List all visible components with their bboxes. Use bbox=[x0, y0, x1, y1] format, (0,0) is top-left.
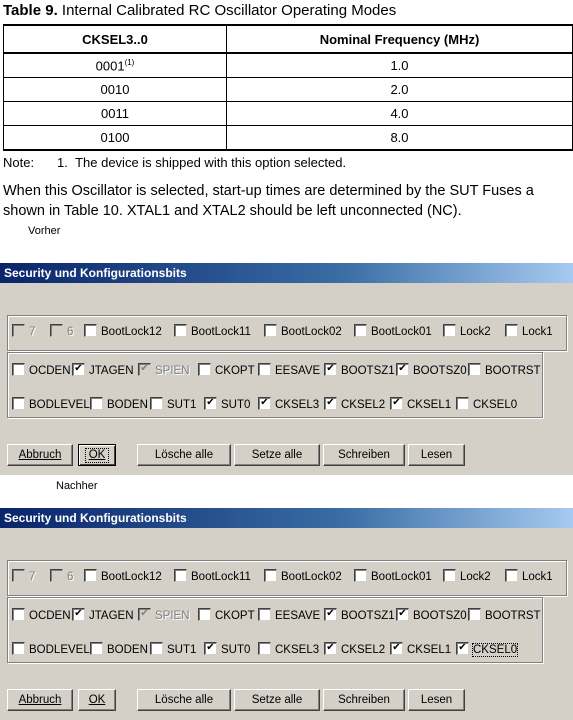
checkbox-bootlock12[interactable] bbox=[84, 569, 162, 585]
checkbox-label: CKSEL2 bbox=[341, 399, 386, 411]
checkbox-cksel2[interactable] bbox=[324, 397, 385, 413]
checkbox-label: CKSEL0 bbox=[473, 399, 518, 411]
checkbox-jtagen[interactable] bbox=[72, 608, 134, 624]
checkbox-bootlock01[interactable] bbox=[354, 324, 432, 340]
checkbox-checked-icon[interactable] bbox=[390, 397, 403, 410]
checkbox-bodlevel[interactable] bbox=[12, 397, 90, 413]
checkbox-unchecked-icon[interactable] bbox=[174, 324, 187, 337]
checkbox-label: CKSEL1 bbox=[407, 399, 452, 411]
checkbox-label: CKOPT bbox=[215, 365, 255, 377]
checkbox-bootsz1[interactable] bbox=[324, 363, 395, 379]
checkbox-label: BODEN bbox=[107, 399, 148, 411]
cancel-button[interactable]: Abbruch bbox=[7, 444, 73, 466]
checkbox-checked-icon[interactable] bbox=[456, 642, 469, 655]
set-all-button[interactable]: Setze alle bbox=[234, 689, 320, 711]
checkbox-checked-icon bbox=[138, 363, 151, 376]
checkbox-bootrst[interactable] bbox=[468, 363, 541, 379]
set-all-button[interactable]: Setze alle bbox=[234, 444, 320, 466]
checkbox-sut0[interactable] bbox=[204, 397, 250, 413]
checkbox-lock2[interactable] bbox=[443, 324, 491, 340]
checkbox-unchecked-icon[interactable] bbox=[264, 324, 277, 337]
checkbox-unchecked-icon[interactable] bbox=[12, 397, 25, 410]
checkbox-unchecked-icon[interactable] bbox=[468, 608, 481, 621]
checkbox-sut1[interactable] bbox=[150, 642, 196, 658]
checkbox-label: Lock2 bbox=[460, 326, 491, 338]
oscillator-table bbox=[3, 24, 573, 151]
checkbox-unchecked-icon[interactable] bbox=[258, 642, 271, 655]
checkbox-cksel0[interactable] bbox=[456, 642, 517, 658]
cell-frequency: 1.0 bbox=[227, 53, 573, 78]
column-header-cksel: CKSEL3..0 bbox=[4, 25, 227, 53]
table-row bbox=[4, 102, 573, 126]
checkbox-checked-icon bbox=[138, 608, 151, 621]
clear-all-button[interactable]: Lösche alle bbox=[137, 689, 231, 711]
checkbox-label: BODEN bbox=[107, 644, 148, 656]
checkbox-7 bbox=[12, 324, 35, 340]
checkbox-label: CKSEL3 bbox=[275, 644, 320, 656]
checkbox-label: BootLock11 bbox=[191, 571, 251, 583]
read-button[interactable]: Lesen bbox=[408, 444, 465, 466]
cell-frequency: 2.0 bbox=[227, 78, 573, 102]
checkbox-unchecked-icon[interactable] bbox=[443, 569, 456, 582]
checkbox-unchecked-icon[interactable] bbox=[150, 397, 163, 410]
checkbox-unchecked-icon[interactable] bbox=[12, 608, 25, 621]
checkbox-label: OCDEN bbox=[29, 610, 71, 622]
checkbox-bootrst[interactable] bbox=[468, 608, 541, 624]
checkbox-cksel0[interactable] bbox=[456, 397, 517, 413]
checkbox-bootsz0[interactable] bbox=[396, 363, 467, 379]
checkbox-unchecked-icon[interactable] bbox=[456, 397, 469, 410]
checkbox-checked-icon[interactable] bbox=[258, 397, 271, 410]
checkbox-checked-icon[interactable] bbox=[324, 608, 337, 621]
checkbox-label: BOOTSZ0 bbox=[413, 610, 467, 622]
checkbox-bootlock02[interactable] bbox=[264, 569, 342, 585]
checkbox-label: BootLock01 bbox=[371, 326, 432, 338]
checkbox-label: Lock2 bbox=[460, 571, 491, 583]
checkbox-6 bbox=[50, 324, 73, 340]
checkbox-label: Lock1 bbox=[522, 571, 553, 583]
checkbox-label: SUT0 bbox=[221, 644, 251, 656]
checkbox-label: SPIEN bbox=[155, 365, 190, 377]
write-button[interactable]: Schreiben bbox=[323, 689, 405, 711]
cell-cksel: 0100 bbox=[4, 126, 227, 151]
checkbox-label: BootLock02 bbox=[281, 571, 342, 583]
checkbox-checked-icon[interactable] bbox=[204, 642, 217, 655]
checkbox-unchecked-icon[interactable] bbox=[258, 608, 271, 621]
checkbox-label: SPIEN bbox=[155, 610, 190, 622]
checkbox-label: BootLock02 bbox=[281, 326, 342, 338]
dialog-title: Security und Konfigurationsbits bbox=[0, 508, 573, 528]
checkbox-checked-icon[interactable] bbox=[324, 397, 337, 410]
checkbox-spien bbox=[138, 608, 190, 624]
footnote-marker: (1) bbox=[124, 57, 135, 67]
checkbox-label: JTAGEN bbox=[89, 365, 134, 377]
checkbox-label: BootLock12 bbox=[101, 326, 162, 338]
checkbox-7 bbox=[12, 569, 35, 585]
checkbox-unchecked-icon[interactable] bbox=[84, 324, 97, 337]
checkbox-label: BODLEVEL bbox=[29, 644, 90, 656]
checkbox-label: BOOTSZ1 bbox=[341, 610, 395, 622]
checkbox-unchecked-icon[interactable] bbox=[258, 363, 271, 376]
checkbox-unchecked-icon[interactable] bbox=[90, 642, 103, 655]
checkbox-unchecked-icon bbox=[50, 569, 63, 582]
checkbox-cksel3[interactable] bbox=[258, 397, 319, 413]
checkbox-unchecked-icon[interactable] bbox=[12, 642, 25, 655]
checkbox-eesave[interactable] bbox=[258, 363, 320, 379]
table-row bbox=[4, 53, 573, 78]
security-dialog-after bbox=[0, 508, 573, 720]
checkbox-boden[interactable] bbox=[90, 397, 148, 413]
checkbox-bodlevel[interactable] bbox=[12, 642, 90, 658]
checkbox-label: CKSEL0 bbox=[473, 644, 518, 656]
checkbox-bootlock01[interactable] bbox=[354, 569, 432, 585]
checkbox-label: BootLock01 bbox=[371, 571, 432, 583]
checkbox-checked-icon[interactable] bbox=[324, 642, 337, 655]
dialog-title: Security und Konfigurationsbits bbox=[0, 263, 573, 283]
checkbox-6 bbox=[50, 569, 73, 585]
cell-cksel: 0001$^{(1)}$ bbox=[4, 53, 227, 78]
paragraph-line: shown in Table 10. XTAL1 and XTAL2 should be left unconnected (NC). bbox=[3, 203, 462, 219]
ok-button[interactable]: OK bbox=[78, 444, 116, 466]
before-label: Vorher bbox=[28, 225, 61, 237]
checkbox-checked-icon[interactable] bbox=[72, 608, 85, 621]
note-text: The device is shipped with this option selected. bbox=[75, 155, 347, 170]
checkbox-lock2[interactable] bbox=[443, 569, 491, 585]
checkbox-cksel2[interactable] bbox=[324, 642, 385, 658]
table-number: Table 9. bbox=[3, 2, 58, 19]
checkbox-eesave[interactable] bbox=[258, 608, 320, 624]
checkbox-ocden[interactable] bbox=[12, 363, 71, 379]
after-label: Nachher bbox=[56, 480, 98, 492]
checkbox-label: CKSEL2 bbox=[341, 644, 386, 656]
checkbox-label: CKOPT bbox=[215, 610, 255, 622]
checkbox-label: BOOTRST bbox=[485, 365, 541, 377]
checkbox-bootlock11[interactable] bbox=[174, 569, 251, 585]
checkbox-label: 7 bbox=[29, 326, 36, 338]
checkbox-checked-icon[interactable] bbox=[390, 642, 403, 655]
checkbox-ckopt[interactable] bbox=[198, 608, 255, 624]
checkbox-lock1[interactable] bbox=[505, 324, 553, 340]
table-caption bbox=[3, 2, 396, 19]
checkbox-checked-icon[interactable] bbox=[396, 363, 409, 376]
write-button[interactable]: Schreiben bbox=[323, 444, 405, 466]
checkbox-label: EESAVE bbox=[275, 610, 321, 622]
checkbox-cksel1[interactable] bbox=[390, 397, 451, 413]
checkbox-unchecked-icon[interactable] bbox=[90, 397, 103, 410]
paragraph-line: When this Oscillator is selected, start-up times are determined by the SUT Fuses a bbox=[3, 183, 534, 199]
checkbox-label: BODLEVEL bbox=[29, 399, 90, 411]
checkbox-unchecked-icon bbox=[50, 324, 63, 337]
read-button[interactable]: Lesen bbox=[408, 689, 465, 711]
checkbox-ckopt[interactable] bbox=[198, 363, 255, 379]
checkbox-label: 6 bbox=[67, 571, 74, 583]
checkbox-spien bbox=[138, 363, 190, 379]
checkbox-unchecked-icon[interactable] bbox=[174, 569, 187, 582]
security-dialog-before bbox=[0, 263, 573, 475]
checkbox-unchecked-icon[interactable] bbox=[12, 363, 25, 376]
checkbox-bootlock12[interactable] bbox=[84, 324, 162, 340]
checkbox-unchecked-icon[interactable] bbox=[468, 363, 481, 376]
checkbox-label: BOOTSZ0 bbox=[413, 365, 467, 377]
checkbox-bootlock02[interactable] bbox=[264, 324, 342, 340]
checkbox-checked-icon[interactable] bbox=[324, 363, 337, 376]
checkbox-bootlock11[interactable] bbox=[174, 324, 251, 340]
checkbox-unchecked-icon bbox=[12, 324, 25, 337]
checkbox-label: SUT1 bbox=[167, 399, 197, 411]
checkbox-label: EESAVE bbox=[275, 365, 321, 377]
checkbox-jtagen[interactable] bbox=[72, 363, 134, 379]
table-note bbox=[3, 155, 346, 170]
checkbox-unchecked-icon[interactable] bbox=[264, 569, 277, 582]
checkbox-unchecked-icon[interactable] bbox=[198, 363, 211, 376]
checkbox-checked-icon[interactable] bbox=[204, 397, 217, 410]
checkbox-unchecked-icon[interactable] bbox=[354, 569, 367, 582]
checkbox-label: OCDEN bbox=[29, 365, 71, 377]
checkbox-label: BootLock11 bbox=[191, 326, 251, 338]
cell-frequency: 4.0 bbox=[227, 102, 573, 126]
checkbox-unchecked-icon bbox=[12, 569, 25, 582]
checkbox-label: CKSEL3 bbox=[275, 399, 320, 411]
note-number: 1. bbox=[57, 155, 68, 170]
cell-frequency: 8.0 bbox=[227, 126, 573, 151]
checkbox-sut0[interactable] bbox=[204, 642, 250, 658]
checkbox-unchecked-icon[interactable] bbox=[198, 608, 211, 621]
checkbox-label: JTAGEN bbox=[89, 610, 134, 622]
cell-cksel: 0010 bbox=[4, 78, 227, 102]
checkbox-label: 7 bbox=[29, 571, 36, 583]
ok-button[interactable]: OK bbox=[78, 689, 116, 711]
checkbox-unchecked-icon[interactable] bbox=[443, 324, 456, 337]
checkbox-unchecked-icon[interactable] bbox=[354, 324, 367, 337]
table-title: Internal Calibrated RC Oscillator Operating Modes bbox=[61, 2, 397, 19]
column-header-frequency: Nominal Frequency (MHz) bbox=[227, 25, 573, 53]
clear-all-button[interactable]: Lösche alle bbox=[137, 444, 231, 466]
cell-cksel: 0011 bbox=[4, 102, 227, 126]
checkbox-sut1[interactable] bbox=[150, 397, 196, 413]
cancel-button[interactable]: Abbruch bbox=[7, 689, 73, 711]
checkbox-checked-icon[interactable] bbox=[396, 608, 409, 621]
checkbox-unchecked-icon[interactable] bbox=[84, 569, 97, 582]
checkbox-label: 6 bbox=[67, 326, 74, 338]
description-paragraph bbox=[3, 181, 573, 221]
checkbox-label: BOOTSZ1 bbox=[341, 365, 395, 377]
checkbox-cksel1[interactable] bbox=[390, 642, 451, 658]
checkbox-bootsz0[interactable] bbox=[396, 608, 467, 624]
checkbox-bootsz1[interactable] bbox=[324, 608, 395, 624]
table-row bbox=[4, 78, 573, 102]
checkbox-cksel3[interactable] bbox=[258, 642, 319, 658]
checkbox-checked-icon[interactable] bbox=[72, 363, 85, 376]
checkbox-unchecked-icon[interactable] bbox=[505, 324, 518, 337]
checkbox-label: SUT0 bbox=[221, 399, 251, 411]
table-header-row bbox=[4, 25, 573, 53]
checkbox-unchecked-icon[interactable] bbox=[505, 569, 518, 582]
checkbox-label: BootLock12 bbox=[101, 571, 162, 583]
checkbox-unchecked-icon[interactable] bbox=[150, 642, 163, 655]
checkbox-label: CKSEL1 bbox=[407, 644, 452, 656]
checkbox-label: Lock1 bbox=[522, 326, 553, 338]
checkbox-boden[interactable] bbox=[90, 642, 148, 658]
checkbox-label: BOOTRST bbox=[485, 610, 541, 622]
note-label: Note: bbox=[3, 155, 35, 170]
checkbox-lock1[interactable] bbox=[505, 569, 553, 585]
checkbox-label: SUT1 bbox=[167, 644, 197, 656]
table-row bbox=[4, 126, 573, 151]
checkbox-ocden[interactable] bbox=[12, 608, 71, 624]
